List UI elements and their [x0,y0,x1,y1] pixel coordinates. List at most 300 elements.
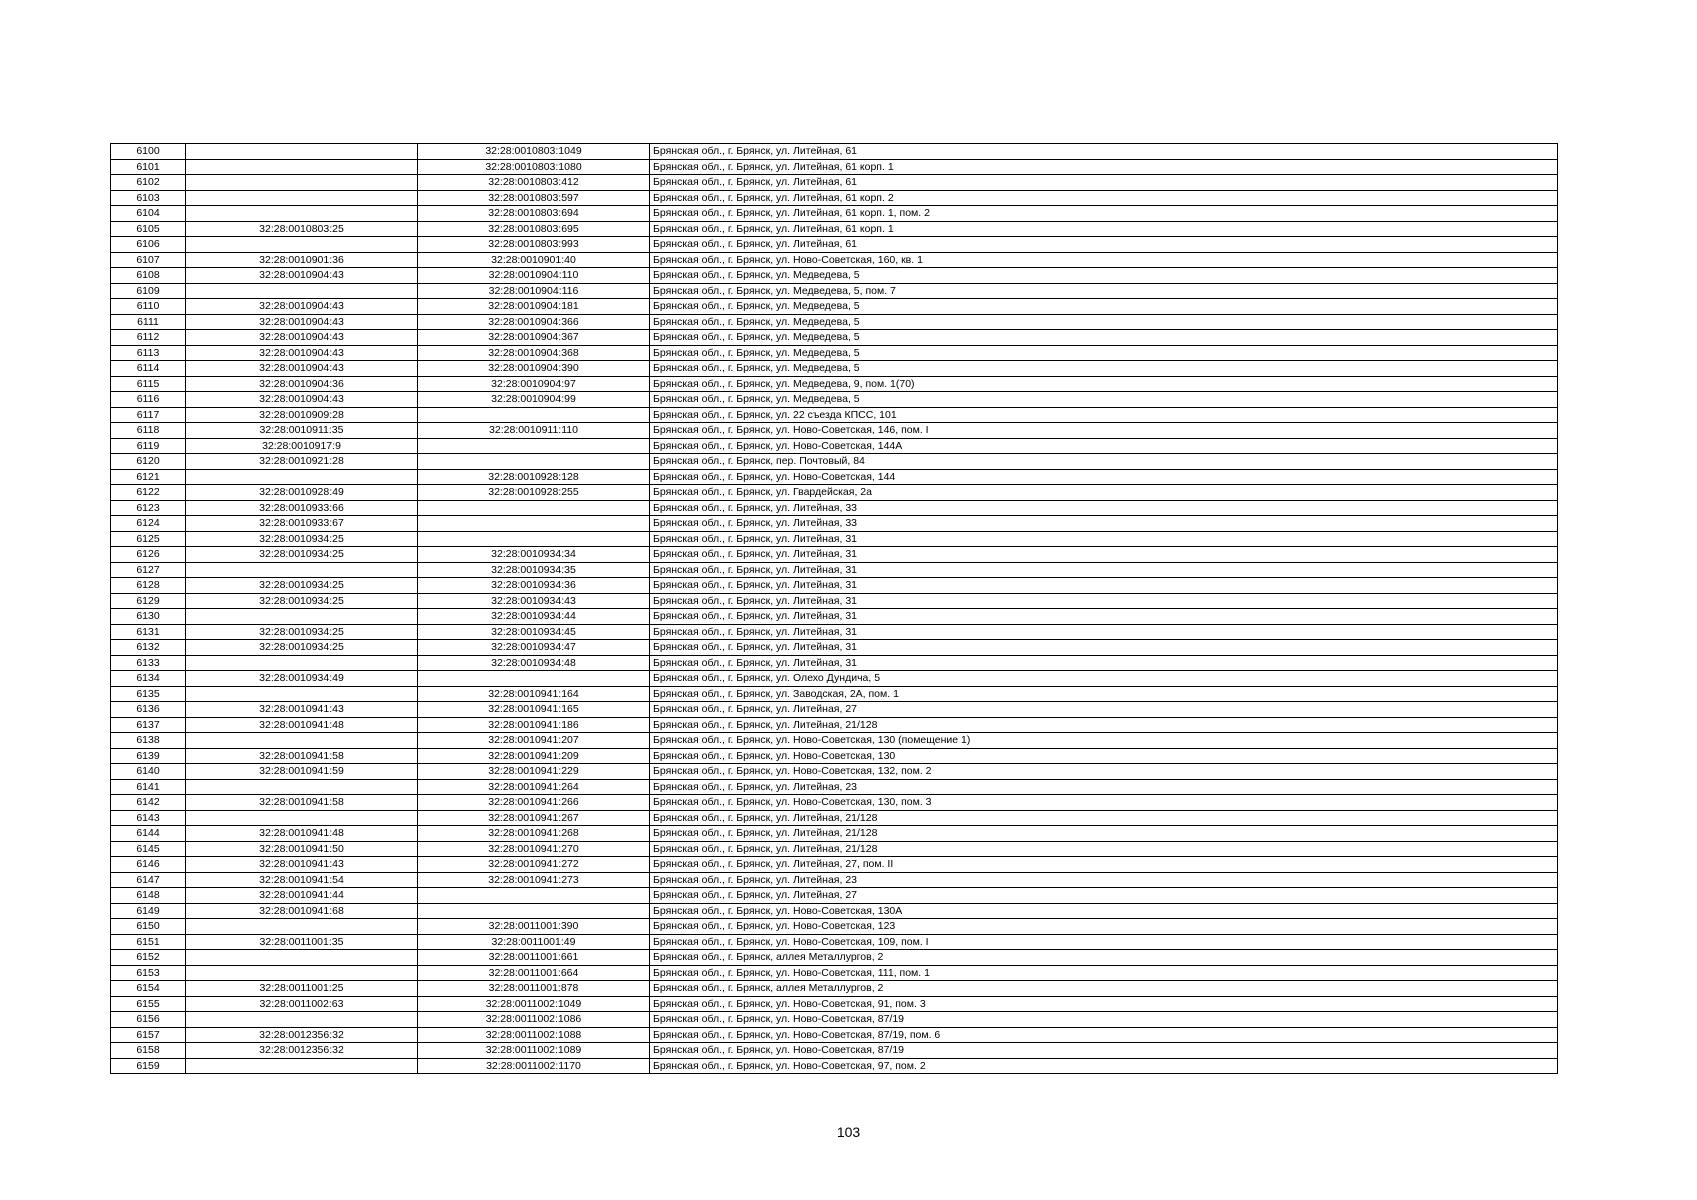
land-parcel-number-cell [186,950,418,966]
object-cadastral-number-cell: 32:28:0010901:40 [418,252,650,268]
land-parcel-number-cell: 32:28:0010934:25 [186,531,418,547]
table-row [111,314,1558,330]
object-address-cell: Брянская обл., г. Брянск, ул. Ново-Советская, 109, пом. I [650,934,1558,950]
land-parcel-number-cell: 32:28:0010934:25 [186,640,418,656]
table-row [111,593,1558,609]
table-row [111,516,1558,532]
table-row [111,717,1558,733]
object-cadastral-number-cell: 32:28:0010803:993 [418,237,650,253]
land-parcel-number-cell: 32:28:0010941:58 [186,795,418,811]
row-number-cell: 6153 [111,965,186,981]
table-row [111,423,1558,439]
row-number-cell: 6156 [111,1012,186,1028]
object-cadastral-number-cell: 32:28:0010928:128 [418,469,650,485]
object-cadastral-number-cell: 32:28:0010941:165 [418,702,650,718]
table-row [111,841,1558,857]
table-row [111,175,1558,191]
table-row [111,1027,1558,1043]
table-row [111,376,1558,392]
object-address-cell: Брянская обл., г. Брянск, ул. Литейная, 31 [650,593,1558,609]
object-address-cell: Брянская обл., г. Брянск, аллея Металлургов, 2 [650,981,1558,997]
land-parcel-number-cell [186,469,418,485]
land-parcel-number-cell: 32:28:0010934:25 [186,593,418,609]
row-number-cell: 6149 [111,903,186,919]
object-address-cell: Брянская обл., г. Брянск, ул. Ново-Советская, 146, пом. I [650,423,1558,439]
land-parcel-number-cell [186,655,418,671]
land-parcel-number-cell: 32:28:0010934:25 [186,547,418,563]
object-cadastral-number-cell: 32:28:0010941:273 [418,872,650,888]
object-address-cell: Брянская обл., г. Брянск, ул. Литейная, 27, пом. II [650,857,1558,873]
object-cadastral-number-cell: 32:28:0011002:1086 [418,1012,650,1028]
land-parcel-number-cell [186,810,418,826]
land-parcel-number-cell [186,283,418,299]
table-row [111,562,1558,578]
row-number-cell: 6107 [111,252,186,268]
table-row [111,190,1558,206]
row-number-cell: 6101 [111,159,186,175]
object-cadastral-number-cell [418,438,650,454]
land-parcel-number-cell [186,206,418,222]
object-address-cell: Брянская обл., г. Брянск, ул. Ново-Советская, 130 (помещение 1) [650,733,1558,749]
object-cadastral-number-cell: 32:28:0010941:267 [418,810,650,826]
row-number-cell: 6111 [111,314,186,330]
land-parcel-number-cell: 32:28:0010934:49 [186,671,418,687]
row-number-cell: 6122 [111,485,186,501]
object-address-cell: Брянская обл., г. Брянск, ул. Литейная, 33 [650,500,1558,516]
table-row [111,733,1558,749]
land-parcel-number-cell [186,779,418,795]
row-number-cell: 6130 [111,609,186,625]
object-cadastral-number-cell: 32:28:0010934:47 [418,640,650,656]
row-number-cell: 6118 [111,423,186,439]
object-cadastral-number-cell: 32:28:0010803:694 [418,206,650,222]
registry-table [110,143,1558,1074]
object-address-cell: Брянская обл., г. Брянск, ул. Литейная, 31 [650,578,1558,594]
object-cadastral-number-cell: 32:28:0010934:44 [418,609,650,625]
row-number-cell: 6137 [111,717,186,733]
land-parcel-number-cell: 32:28:0010803:25 [186,221,418,237]
object-address-cell: Брянская обл., г. Брянск, пер. Почтовый, 84 [650,454,1558,470]
table-row [111,268,1558,284]
land-parcel-number-cell: 32:28:0010904:43 [186,361,418,377]
table-row [111,500,1558,516]
object-address-cell: Брянская обл., г. Брянск, ул. Литейная, 61 корп. 1 [650,159,1558,175]
table-row [111,469,1558,485]
object-address-cell: Брянская обл., г. Брянск, ул. Литейная, 21/128 [650,717,1558,733]
object-cadastral-number-cell: 32:28:0011001:49 [418,934,650,950]
object-address-cell: Брянская обл., г. Брянск, ул. Медведева, 5 [650,392,1558,408]
row-number-cell: 6103 [111,190,186,206]
row-number-cell: 6155 [111,996,186,1012]
object-cadastral-number-cell: 32:28:0010904:110 [418,268,650,284]
object-cadastral-number-cell: 32:28:0010928:255 [418,485,650,501]
object-cadastral-number-cell: 32:28:0010904:366 [418,314,650,330]
land-parcel-number-cell: 32:28:0010941:58 [186,748,418,764]
object-address-cell: Брянская обл., г. Брянск, аллея Металлургов, 2 [650,950,1558,966]
row-number-cell: 6129 [111,593,186,609]
object-cadastral-number-cell: 32:28:0010904:181 [418,299,650,315]
object-address-cell: Брянская обл., г. Брянск, ул. Медведева, 5 [650,314,1558,330]
row-number-cell: 6114 [111,361,186,377]
row-number-cell: 6157 [111,1027,186,1043]
object-cadastral-number-cell: 32:28:0010941:268 [418,826,650,842]
table-row [111,779,1558,795]
row-number-cell: 6151 [111,934,186,950]
table-row [111,531,1558,547]
land-parcel-number-cell: 32:28:0010941:43 [186,702,418,718]
land-parcel-number-cell [186,686,418,702]
land-parcel-number-cell: 32:28:0010934:25 [186,624,418,640]
object-cadastral-number-cell: 32:28:0010904:367 [418,330,650,346]
row-number-cell: 6131 [111,624,186,640]
object-address-cell: Брянская обл., г. Брянск, ул. Литейная, 31 [650,531,1558,547]
table-row [111,1012,1558,1028]
table-row [111,407,1558,423]
object-cadastral-number-cell [418,888,650,904]
land-parcel-number-cell [186,919,418,935]
land-parcel-number-cell: 32:28:0010941:68 [186,903,418,919]
object-address-cell: Брянская обл., г. Брянск, ул. Ново-Советская, 97, пом. 2 [650,1058,1558,1074]
object-address-cell: Брянская обл., г. Брянск, ул. Литейная, 27 [650,888,1558,904]
row-number-cell: 6148 [111,888,186,904]
object-cadastral-number-cell: 32:28:0010904:97 [418,376,650,392]
object-address-cell: Брянская обл., г. Брянск, ул. Ново-Советская, 144А [650,438,1558,454]
table-row [111,345,1558,361]
object-address-cell: Брянская обл., г. Брянск, ул. Гвардейская, 2а [650,485,1558,501]
land-parcel-number-cell: 32:28:0010941:48 [186,717,418,733]
land-parcel-number-cell: 32:28:0011002:63 [186,996,418,1012]
table-row [111,655,1558,671]
table-row [111,764,1558,780]
object-cadastral-number-cell [418,454,650,470]
object-cadastral-number-cell: 32:28:0010941:229 [418,764,650,780]
row-number-cell: 6116 [111,392,186,408]
table-row [111,934,1558,950]
object-cadastral-number-cell [418,500,650,516]
table-row [111,206,1558,222]
table-row [111,903,1558,919]
row-number-cell: 6136 [111,702,186,718]
table-row [111,237,1558,253]
row-number-cell: 6145 [111,841,186,857]
row-number-cell: 6142 [111,795,186,811]
land-parcel-number-cell: 32:28:0011001:25 [186,981,418,997]
row-number-cell: 6159 [111,1058,186,1074]
object-cadastral-number-cell: 32:28:0010934:48 [418,655,650,671]
row-number-cell: 6127 [111,562,186,578]
table-row [111,996,1558,1012]
object-cadastral-number-cell: 32:28:0010941:207 [418,733,650,749]
object-cadastral-number-cell: 32:28:0010934:34 [418,547,650,563]
object-address-cell: Брянская обл., г. Брянск, ул. Литейная, 31 [650,640,1558,656]
object-cadastral-number-cell: 32:28:0011002:1049 [418,996,650,1012]
object-address-cell: Брянская обл., г. Брянск, ул. Ново-Советская, 87/19 [650,1043,1558,1059]
object-address-cell: Брянская обл., г. Брянск, ул. Ново-Советская, 91, пом. 3 [650,996,1558,1012]
table-row [111,392,1558,408]
land-parcel-number-cell: 32:28:0010904:43 [186,268,418,284]
table-row [111,872,1558,888]
row-number-cell: 6112 [111,330,186,346]
land-parcel-number-cell: 32:28:0010904:43 [186,299,418,315]
object-cadastral-number-cell: 32:28:0010803:597 [418,190,650,206]
row-number-cell: 6119 [111,438,186,454]
land-parcel-number-cell: 32:28:0010901:36 [186,252,418,268]
land-parcel-number-cell: 32:28:0010911:35 [186,423,418,439]
object-cadastral-number-cell: 32:28:0010941:209 [418,748,650,764]
row-number-cell: 6120 [111,454,186,470]
table-row [111,299,1558,315]
object-address-cell: Брянская обл., г. Брянск, ул. Медведева, 5 [650,299,1558,315]
object-cadastral-number-cell: 32:28:0011002:1170 [418,1058,650,1074]
land-parcel-number-cell: 32:28:0010904:43 [186,392,418,408]
row-number-cell: 6132 [111,640,186,656]
row-number-cell: 6106 [111,237,186,253]
table-row [111,330,1558,346]
row-number-cell: 6104 [111,206,186,222]
object-address-cell: Брянская обл., г. Брянск, ул. Литейная, 61 [650,144,1558,160]
table-row [111,1058,1558,1074]
land-parcel-number-cell: 32:28:0010909:28 [186,407,418,423]
object-cadastral-number-cell: 32:28:0010904:390 [418,361,650,377]
row-number-cell: 6115 [111,376,186,392]
table-row [111,950,1558,966]
object-address-cell: Брянская обл., г. Брянск, ул. Литейная, 23 [650,872,1558,888]
object-cadastral-number-cell: 32:28:0010803:1049 [418,144,650,160]
land-parcel-number-cell [186,733,418,749]
object-address-cell: Брянская обл., г. Брянск, ул. Литейная, 31 [650,547,1558,563]
table-row [111,981,1558,997]
row-number-cell: 6128 [111,578,186,594]
row-number-cell: 6154 [111,981,186,997]
land-parcel-number-cell [186,609,418,625]
table-row [111,702,1558,718]
object-address-cell: Брянская обл., г. Брянск, ул. Литейная, 21/128 [650,841,1558,857]
land-parcel-number-cell [186,1058,418,1074]
object-address-cell: Брянская обл., г. Брянск, ул. Ново-Советская, 132, пом. 2 [650,764,1558,780]
table-row [111,609,1558,625]
table-row [111,826,1558,842]
row-number-cell: 6124 [111,516,186,532]
row-number-cell: 6123 [111,500,186,516]
land-parcel-number-cell [186,562,418,578]
table-row [111,547,1558,563]
row-number-cell: 6138 [111,733,186,749]
row-number-cell: 6133 [111,655,186,671]
table-row [111,159,1558,175]
table-row [111,748,1558,764]
object-address-cell: Брянская обл., г. Брянск, ул. Медведева, 5 [650,330,1558,346]
object-cadastral-number-cell [418,531,650,547]
object-address-cell: Брянская обл., г. Брянск, ул. Ново-Советская, 123 [650,919,1558,935]
object-cadastral-number-cell: 32:28:0010904:99 [418,392,650,408]
row-number-cell: 6117 [111,407,186,423]
row-number-cell: 6158 [111,1043,186,1059]
object-cadastral-number-cell: 32:28:0010934:35 [418,562,650,578]
row-number-cell: 6141 [111,779,186,795]
object-cadastral-number-cell: 32:28:0010934:36 [418,578,650,594]
object-address-cell: Брянская обл., г. Брянск, ул. Ново-Советская, 130, пом. 3 [650,795,1558,811]
object-address-cell: Брянская обл., г. Брянск, ул. Медведева, 5 [650,361,1558,377]
table-row [111,888,1558,904]
row-number-cell: 6146 [111,857,186,873]
object-address-cell: Брянская обл., г. Брянск, ул. Ново-Советская, 111, пом. 1 [650,965,1558,981]
object-cadastral-number-cell [418,671,650,687]
land-parcel-number-cell: 32:28:0010941:44 [186,888,418,904]
object-address-cell: Брянская обл., г. Брянск, ул. Литейная, 61 [650,237,1558,253]
object-address-cell: Брянская обл., г. Брянск, ул. Литейная, 31 [650,609,1558,625]
object-address-cell: Брянская обл., г. Брянск, ул. Литейная, 61 корп. 1 [650,221,1558,237]
row-number-cell: 6140 [111,764,186,780]
land-parcel-number-cell: 32:28:0010933:67 [186,516,418,532]
registry-table-body [111,144,1558,1074]
table-row [111,283,1558,299]
table-row [111,1043,1558,1059]
table-row [111,640,1558,656]
row-number-cell: 6105 [111,221,186,237]
object-address-cell: Брянская обл., г. Брянск, ул. Медведева, 5 [650,268,1558,284]
object-address-cell: Брянская обл., г. Брянск, ул. 22 съезда КПСС, 101 [650,407,1558,423]
row-number-cell: 6139 [111,748,186,764]
land-parcel-number-cell [186,190,418,206]
row-number-cell: 6108 [111,268,186,284]
object-address-cell: Брянская обл., г. Брянск, ул. Ново-Советская, 87/19 [650,1012,1558,1028]
object-address-cell: Брянская обл., г. Брянск, ул. Ново-Советская, 130А [650,903,1558,919]
table-row [111,795,1558,811]
land-parcel-number-cell: 32:28:0010941:48 [186,826,418,842]
land-parcel-number-cell: 32:28:0010934:25 [186,578,418,594]
object-cadastral-number-cell: 32:28:0011001:390 [418,919,650,935]
table-row [111,919,1558,935]
object-cadastral-number-cell: 32:28:0010934:43 [418,593,650,609]
table-row [111,221,1558,237]
table-row [111,965,1558,981]
table-row [111,686,1558,702]
object-address-cell: Брянская обл., г. Брянск, ул. Литейная, 21/128 [650,810,1558,826]
row-number-cell: 6150 [111,919,186,935]
row-number-cell: 6147 [111,872,186,888]
table-row [111,857,1558,873]
land-parcel-number-cell: 32:28:0010941:43 [186,857,418,873]
land-parcel-number-cell [186,144,418,160]
object-address-cell: Брянская обл., г. Брянск, ул. Медведева, 9, пом. 1(70) [650,376,1558,392]
row-number-cell: 6121 [111,469,186,485]
object-address-cell: Брянская обл., г. Брянск, ул. Медведева, 5 [650,345,1558,361]
object-cadastral-number-cell: 32:28:0011001:664 [418,965,650,981]
object-address-cell: Брянская обл., г. Брянск, ул. Литейная, 27 [650,702,1558,718]
table-row [111,624,1558,640]
object-address-cell: Брянская обл., г. Брянск, ул. Литейная, 61 корп. 1, пом. 2 [650,206,1558,222]
land-parcel-number-cell [186,1012,418,1028]
row-number-cell: 6152 [111,950,186,966]
land-parcel-number-cell: 32:28:0010941:50 [186,841,418,857]
land-parcel-number-cell: 32:28:0010904:43 [186,330,418,346]
land-parcel-number-cell [186,159,418,175]
row-number-cell: 6134 [111,671,186,687]
land-parcel-number-cell: 32:28:0011001:35 [186,934,418,950]
row-number-cell: 6113 [111,345,186,361]
object-cadastral-number-cell: 32:28:0010911:110 [418,423,650,439]
object-address-cell: Брянская обл., г. Брянск, ул. Литейная, 21/128 [650,826,1558,842]
land-parcel-number-cell: 32:28:0010904:43 [186,345,418,361]
object-address-cell: Брянская обл., г. Брянск, ул. Ново-Советская, 144 [650,469,1558,485]
object-cadastral-number-cell: 32:28:0010941:264 [418,779,650,795]
object-cadastral-number-cell: 32:28:0010941:186 [418,717,650,733]
land-parcel-number-cell [186,175,418,191]
object-cadastral-number-cell: 32:28:0011001:661 [418,950,650,966]
object-address-cell: Брянская обл., г. Брянск, ул. Литейная, 61 [650,175,1558,191]
object-cadastral-number-cell: 32:28:0011002:1089 [418,1043,650,1059]
object-address-cell: Брянская обл., г. Брянск, ул. Ново-Советская, 160, кв. 1 [650,252,1558,268]
table-row [111,144,1558,160]
object-cadastral-number-cell: 32:28:0010904:116 [418,283,650,299]
object-cadastral-number-cell [418,903,650,919]
table-row [111,578,1558,594]
row-number-cell: 6110 [111,299,186,315]
object-cadastral-number-cell: 32:28:0010934:45 [418,624,650,640]
table-row [111,485,1558,501]
object-cadastral-number-cell: 32:28:0010803:412 [418,175,650,191]
table-row [111,810,1558,826]
object-address-cell: Брянская обл., г. Брянск, ул. Литейная, 23 [650,779,1558,795]
land-parcel-number-cell: 32:28:0012356:32 [186,1043,418,1059]
object-address-cell: Брянская обл., г. Брянск, ул. Заводская, 2А, пом. 1 [650,686,1558,702]
land-parcel-number-cell: 32:28:0010917:9 [186,438,418,454]
table-row [111,438,1558,454]
object-address-cell: Брянская обл., г. Брянск, ул. Литейная, 31 [650,624,1558,640]
object-cadastral-number-cell: 32:28:0010803:1080 [418,159,650,175]
object-cadastral-number-cell: 32:28:0010941:266 [418,795,650,811]
object-cadastral-number-cell: 32:28:0011002:1088 [418,1027,650,1043]
row-number-cell: 6125 [111,531,186,547]
object-cadastral-number-cell: 32:28:0010803:695 [418,221,650,237]
land-parcel-number-cell: 32:28:0012356:32 [186,1027,418,1043]
land-parcel-number-cell: 32:28:0010904:43 [186,314,418,330]
row-number-cell: 6143 [111,810,186,826]
land-parcel-number-cell: 32:28:0010941:54 [186,872,418,888]
row-number-cell: 6100 [111,144,186,160]
land-parcel-number-cell [186,237,418,253]
row-number-cell: 6144 [111,826,186,842]
row-number-cell: 6126 [111,547,186,563]
row-number-cell: 6102 [111,175,186,191]
land-parcel-number-cell: 32:28:0010921:28 [186,454,418,470]
object-cadastral-number-cell [418,516,650,532]
table-row [111,671,1558,687]
object-cadastral-number-cell: 32:28:0010941:164 [418,686,650,702]
table-row [111,454,1558,470]
object-address-cell: Брянская обл., г. Брянск, ул. Ново-Советская, 130 [650,748,1558,764]
object-address-cell: Брянская обл., г. Брянск, ул. Ново-Советская, 87/19, пом. 6 [650,1027,1558,1043]
object-cadastral-number-cell [418,407,650,423]
table-row [111,252,1558,268]
object-cadastral-number-cell: 32:28:0010904:368 [418,345,650,361]
table-row [111,361,1558,377]
land-parcel-number-cell: 32:28:0010941:59 [186,764,418,780]
object-address-cell: Брянская обл., г. Брянск, ул. Литейная, 31 [650,562,1558,578]
object-address-cell: Брянская обл., г. Брянск, ул. Олехо Дундича, 5 [650,671,1558,687]
row-number-cell: 6109 [111,283,186,299]
object-cadastral-number-cell: 32:28:0010941:272 [418,857,650,873]
object-address-cell: Брянская обл., г. Брянск, ул. Литейная, 33 [650,516,1558,532]
object-cadastral-number-cell: 32:28:0010941:270 [418,841,650,857]
land-parcel-number-cell: 32:28:0010928:49 [186,485,418,501]
land-parcel-number-cell: 32:28:0010904:36 [186,376,418,392]
object-address-cell: Брянская обл., г. Брянск, ул. Литейная, 31 [650,655,1558,671]
page-number: 103 [836,1124,861,1140]
object-cadastral-number-cell: 32:28:0011001:878 [418,981,650,997]
object-address-cell: Брянская обл., г. Брянск, ул. Медведева, 5, пом. 7 [650,283,1558,299]
land-parcel-number-cell [186,965,418,981]
